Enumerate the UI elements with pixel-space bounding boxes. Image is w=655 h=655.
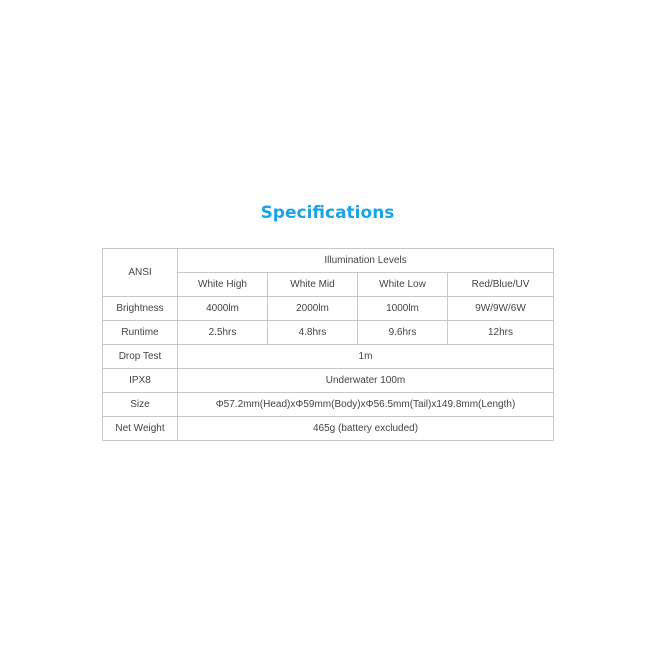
runtime-white-mid: 4.8hrs (268, 321, 358, 345)
drop-test-label: Drop Test (103, 345, 178, 369)
table-row (103, 345, 554, 369)
ansi-label: ANSI (103, 249, 178, 297)
brightness-white-low: 1000lm (358, 297, 448, 321)
runtime-red-blue-uv: 12hrs (448, 321, 554, 345)
net-weight-label: Net Weight (103, 417, 178, 441)
brightness-red-blue-uv: 9W/9W/6W (448, 297, 554, 321)
brightness-white-high: 4000lm (178, 297, 268, 321)
table-row (103, 417, 554, 441)
ipx8-label: IPX8 (103, 369, 178, 393)
table-row (103, 249, 554, 273)
illumination-levels-header: Illumination Levels (178, 249, 554, 273)
page-title: Specifications (260, 203, 395, 223)
brightness-label: Brightness (103, 297, 178, 321)
table-row (103, 369, 554, 393)
table-row (103, 297, 554, 321)
runtime-label: Runtime (103, 321, 178, 345)
ipx8-value: Underwater 100m (178, 369, 554, 393)
runtime-white-low: 9.6hrs (358, 321, 448, 345)
drop-test-value: 1m (178, 345, 554, 369)
level-red-blue-uv: Red/Blue/UV (448, 273, 554, 297)
level-white-low: White Low (358, 273, 448, 297)
table-row (103, 393, 554, 417)
size-label: Size (103, 393, 178, 417)
table-row (103, 321, 554, 345)
net-weight-value: 465g (battery excluded) (178, 417, 554, 441)
runtime-white-high: 2.5hrs (178, 321, 268, 345)
size-value: Φ57.2mm(Head)xΦ59mm(Body)xΦ56.5mm(Tail)x149.8mm(Length) (178, 393, 554, 417)
level-white-high: White High (178, 273, 268, 297)
level-white-mid: White Mid (268, 273, 358, 297)
specifications-table (102, 248, 554, 441)
brightness-white-mid: 2000lm (268, 297, 358, 321)
